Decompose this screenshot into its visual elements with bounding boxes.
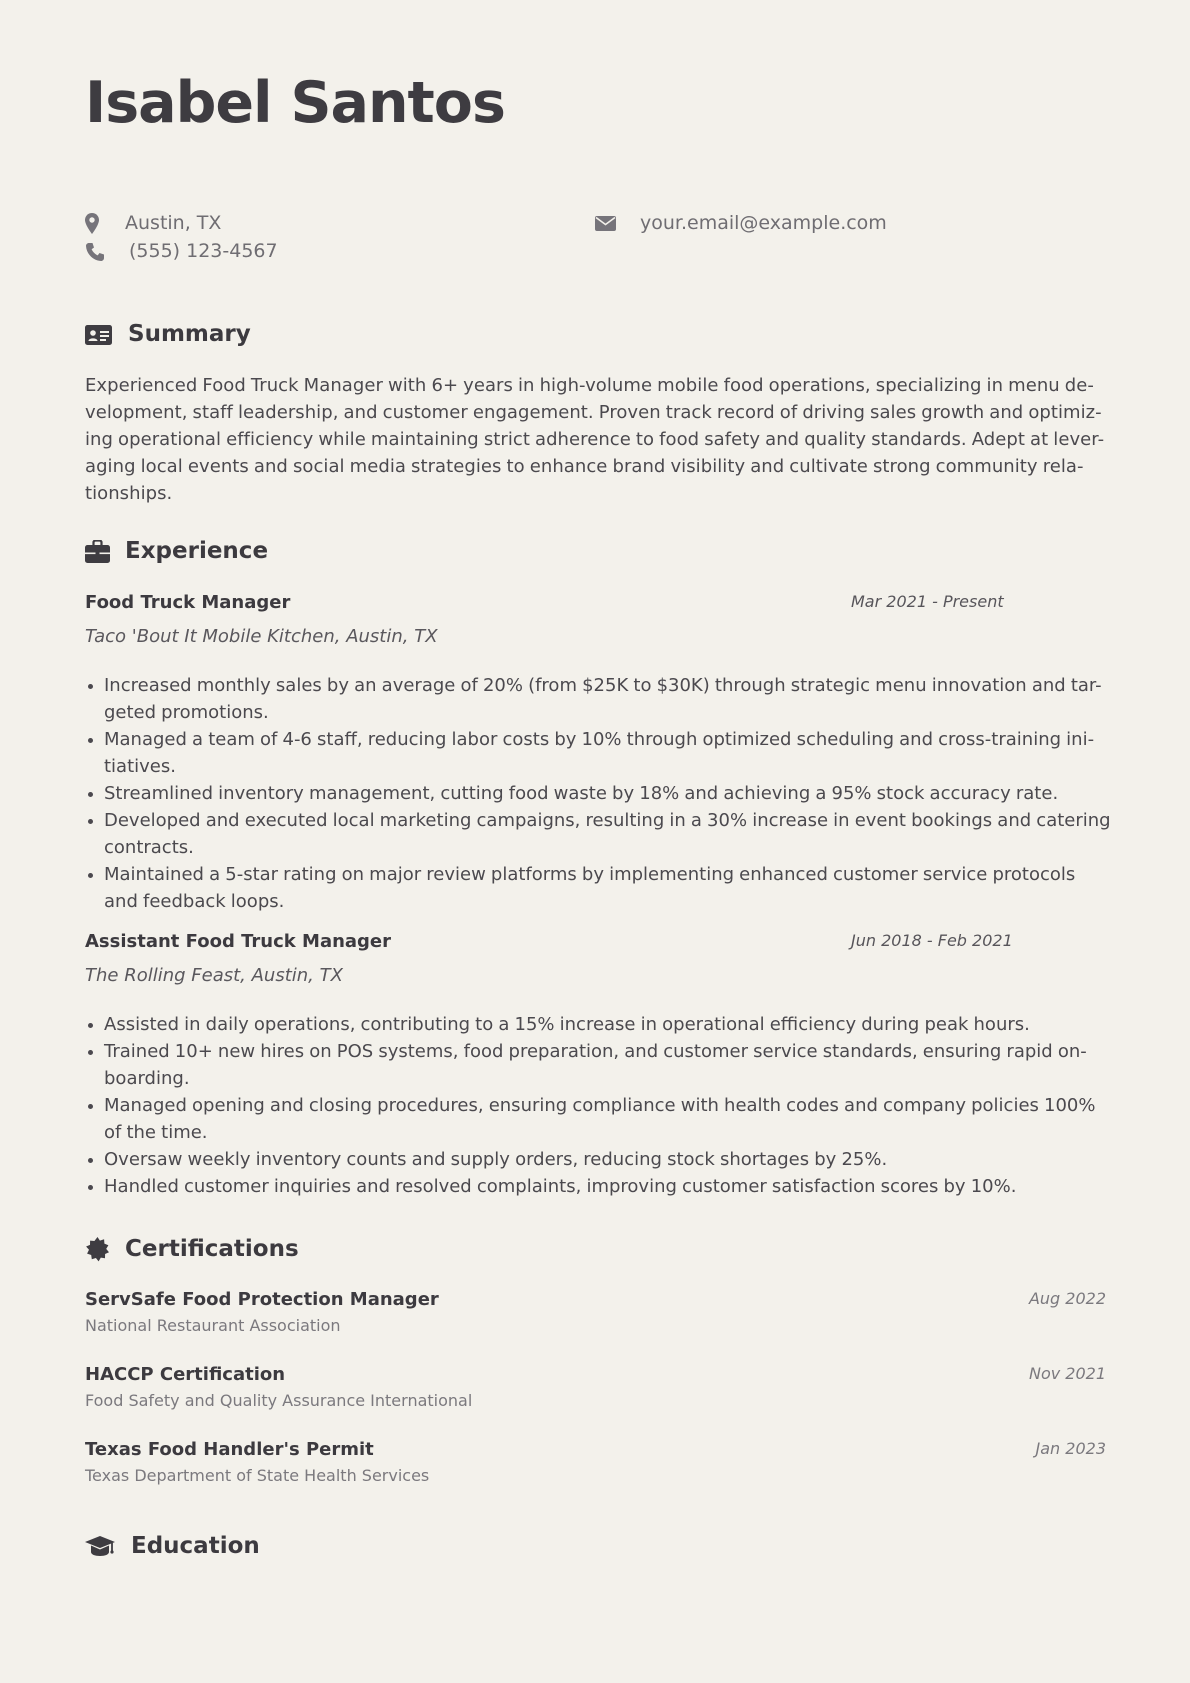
certification-date: Jan 2023 — [1035, 1439, 1106, 1458]
briefcase-icon — [85, 540, 110, 563]
bullet-line: Developed and executed local marketing campaigns, resulting in a 30% increase in event bookings and catering — [104, 810, 1111, 831]
location-text: Austin, TX — [125, 212, 222, 234]
job-date: Jun 2018 - Feb 2021 — [851, 931, 1013, 950]
bullet-line: boarding. — [104, 1068, 190, 1089]
summary-line: ing operational efficiency while maintaining strict adherence to food safety and quality standards. Adept at lever- — [85, 429, 1105, 450]
phone-text: (555) 123-4567 — [129, 240, 278, 262]
experience-heading: Experience — [125, 538, 269, 564]
bullet-line: geted promotions. — [104, 702, 269, 723]
job-date: Mar 2021 - Present — [851, 592, 1004, 611]
certification-org: National Restaurant Association — [85, 1316, 341, 1335]
certification-org: Texas Department of State Health Services — [85, 1466, 430, 1485]
job-bullet-list — [85, 672, 1115, 915]
id-card-icon — [85, 325, 112, 345]
bullet-line: Maintained a 5-star rating on major review platforms by implementing enhanced customer service protocols — [104, 864, 1076, 885]
list-item — [85, 1146, 1115, 1173]
bullet-line: Trained 10+ new hires on POS systems, food preparation, and customer service standards, ensuring rapid on- — [104, 1041, 1087, 1062]
certification-name: ServSafe Food Protection Manager — [85, 1289, 439, 1310]
bullet-line: contracts. — [104, 837, 194, 858]
summary-line: velopment, staff leadership, and customer engagement. Proven track record of driving sales growth and optimiz- — [85, 402, 1102, 423]
envelope-icon — [595, 216, 616, 231]
summary-heading: Summary — [128, 321, 251, 347]
certification-date: Aug 2022 — [1028, 1289, 1106, 1308]
graduation-cap-icon — [85, 1536, 115, 1558]
bullet-line: Handled customer inquiries and resolved complaints, improving customer satisfaction scores by 10%. — [104, 1176, 1017, 1197]
bullet-line: Managed opening and closing procedures, ensuring compliance with health codes and company policies 100% — [104, 1095, 1096, 1116]
list-item — [85, 1011, 1115, 1038]
bullet-line: Assisted in daily operations, contributing to a 15% increase in operational efficiency during peak hours. — [104, 1014, 1030, 1035]
bullet-line: Managed a team of 4-6 staff, reducing labor costs by 10% through optimized scheduling and cross-training ini- — [104, 729, 1095, 750]
summary-line: tionships. — [85, 483, 173, 504]
list-item — [85, 726, 1115, 780]
summary-paragraph — [85, 372, 1110, 507]
list-item — [85, 672, 1115, 726]
education-heading: Education — [131, 1533, 260, 1559]
bullet-line: Increased monthly sales by an average of 20% (from $25K to $30K) through strategic menu innovation and tar- — [104, 675, 1102, 696]
bullet-line: Streamlined inventory management, cutting food waste by 18% and achieving a 95% stock accuracy rate. — [104, 783, 1059, 804]
candidate-name: Isabel Santos — [85, 70, 505, 136]
certifications-heading: Certifications — [125, 1236, 299, 1262]
certification-org: Food Safety and Quality Assurance International — [85, 1391, 473, 1410]
job-title: Assistant Food Truck Manager — [85, 931, 392, 952]
bullet-line: tiatives. — [104, 756, 176, 777]
certification-date: Nov 2021 — [1028, 1364, 1106, 1383]
location-pin-icon — [85, 213, 99, 234]
bullet-line: and feedback loops. — [104, 891, 285, 912]
bullet-line: Oversaw weekly inventory counts and supply orders, reducing stock shortages by 25%. — [104, 1149, 888, 1170]
list-item — [85, 1092, 1115, 1146]
list-item — [85, 807, 1115, 861]
certificate-badge-icon — [85, 1237, 110, 1262]
phone-icon — [85, 242, 105, 262]
job-title: Food Truck Manager — [85, 592, 291, 613]
list-item — [85, 861, 1115, 915]
list-item — [85, 780, 1115, 807]
job-company: The Rolling Feast, Austin, TX — [85, 965, 343, 986]
summary-line: aging local events and social media strategies to enhance brand visibility and cultivate strong community rela- — [85, 456, 1084, 477]
job-bullet-list — [85, 1011, 1115, 1200]
list-item — [85, 1173, 1115, 1200]
certification-name: Texas Food Handler's Permit — [85, 1439, 374, 1460]
summary-line: Experienced Food Truck Manager with 6+ years in high-volume mobile food operations, specializing in menu de- — [85, 375, 1094, 396]
bullet-line: of the time. — [104, 1122, 208, 1143]
job-company: Taco 'Bout It Mobile Kitchen, Austin, TX — [85, 626, 438, 647]
list-item — [85, 1038, 1115, 1092]
certification-name: HACCP Certification — [85, 1364, 286, 1385]
email-link[interactable]: your.email@example.com — [640, 212, 887, 234]
